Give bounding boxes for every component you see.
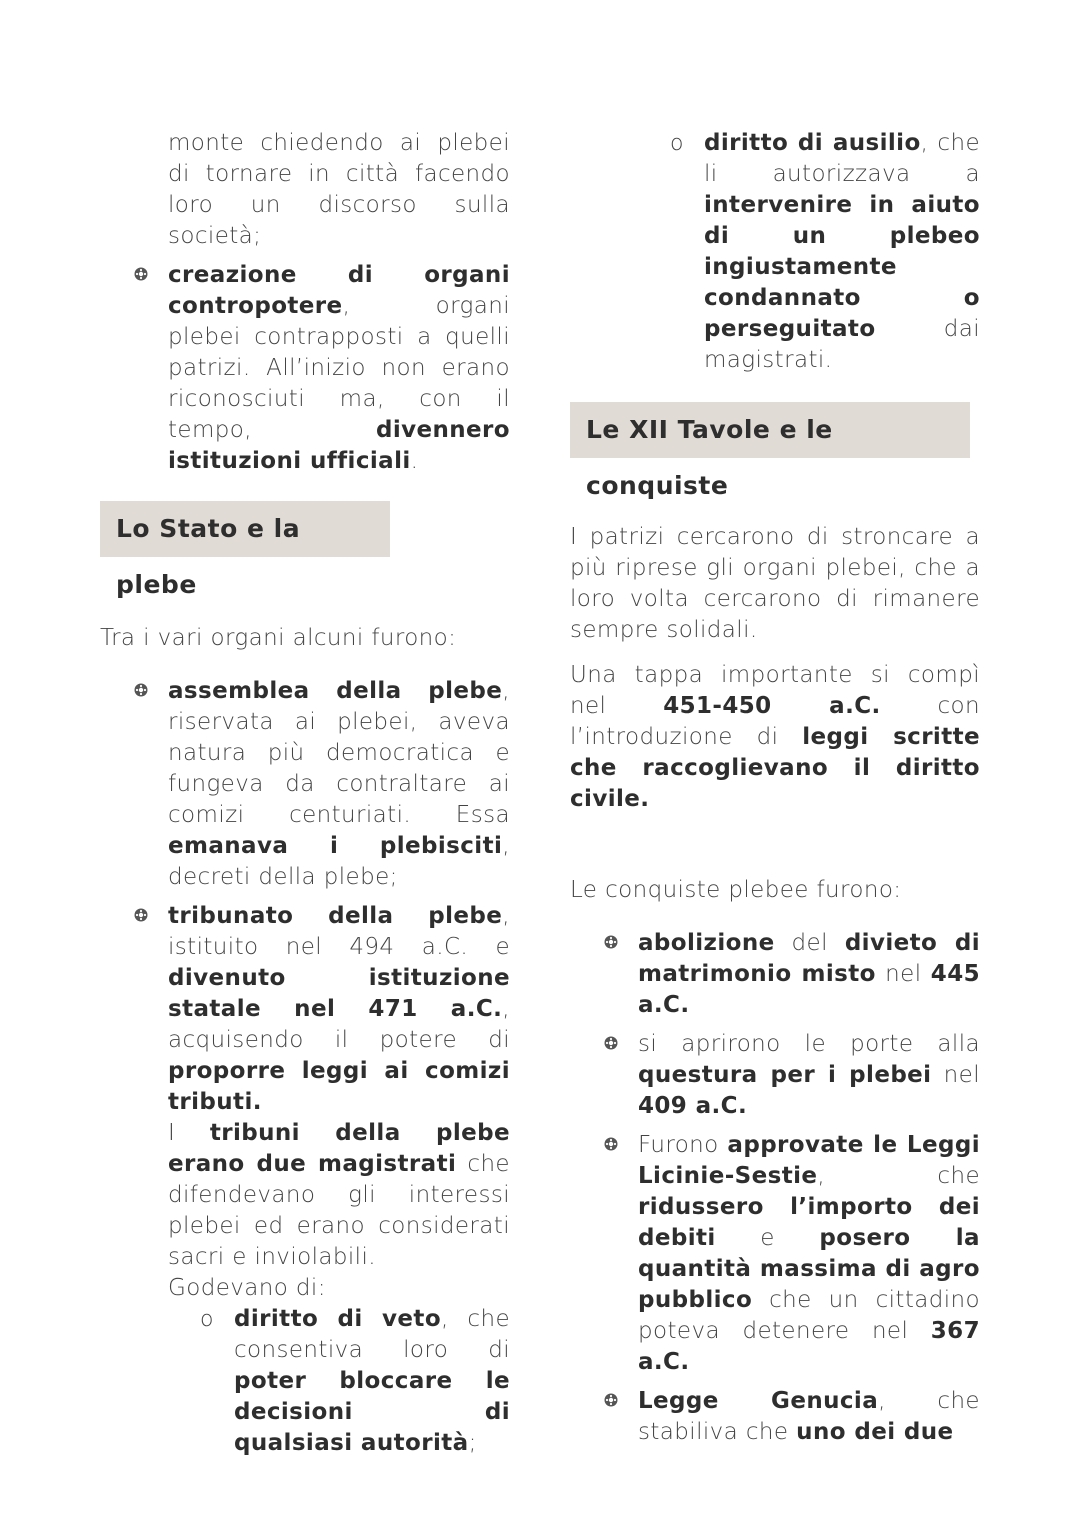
flower-bullet-icon	[134, 267, 148, 281]
sub-item-diritto-veto	[100, 1304, 510, 1459]
text: Una tappa importante si compì nel	[570, 662, 980, 719]
list-item-legge-genucia	[570, 1386, 980, 1448]
text: si aprirono le porte alla	[638, 1031, 980, 1057]
bold-text: poter bloccare le decisioni di qualsiasi autorità	[234, 1368, 510, 1456]
right-para-patrizi: I patrizi cercarono di stroncare a più riprese gli organi plebei, che a loro volta cercarono di rimanere sempre solidali.	[570, 524, 980, 643]
bold-text: proporre leggi ai comizi tributi.	[168, 1058, 510, 1115]
list-item-leggi-licinie	[570, 1130, 980, 1378]
text: , acquisendo il potere di	[168, 996, 510, 1053]
bold-text: 409 a.C.	[638, 1093, 748, 1119]
text: , che stabiliva che	[638, 1388, 980, 1445]
flower-bullet-icon	[134, 683, 148, 697]
right-intro: Le conquiste plebee furono:	[570, 877, 902, 903]
right-para-tappa	[570, 660, 980, 815]
text: , organi plebei contrapposti a quelli patrizi. All’inizio non erano riconosciuti ma, con il tempo,	[168, 293, 510, 443]
section-heading-stato-plebe: Lo Stato e la plebe	[100, 501, 390, 557]
text: , istituito nel 494 a.C. e	[168, 903, 510, 960]
flower-bullet-icon	[604, 1137, 618, 1151]
bold-text: approvate le Leggi Licinie-Sestie	[638, 1132, 980, 1189]
text: dai magistrati.	[704, 316, 980, 373]
flower-bullet-icon	[604, 935, 618, 949]
bold-text: uno dei due	[796, 1419, 954, 1445]
bold-text: divenuto istituzione statale nel 471 a.C.	[168, 965, 510, 1022]
flower-bullet-icon	[134, 908, 148, 922]
text: e	[715, 1225, 820, 1251]
text: , che li autorizzava a	[704, 130, 980, 187]
bold-text: leggi scritte che raccoglievano il diritto civile.	[570, 724, 981, 812]
text: ;	[468, 1430, 477, 1456]
circle-bullet-marker: o	[670, 131, 684, 156]
bold-text: tribunato della plebe	[168, 903, 503, 929]
bold-text: assemblea della plebe	[168, 678, 503, 704]
text: che difendevano gli interessi plebei ed erano considerati sacri e inviolabili.	[168, 1151, 510, 1270]
list-item-assemblea	[100, 676, 510, 893]
left-column	[100, 128, 510, 1459]
sub-item-diritto-ausilio	[570, 128, 980, 376]
bold-text: 451-450 a.C.	[663, 693, 881, 719]
flower-bullet-icon	[604, 1036, 618, 1050]
bold-text: posero la quantità massima di agro pubblico	[638, 1225, 980, 1313]
bold-text: divieto di matrimonio misto	[638, 930, 981, 987]
text: I	[168, 1120, 210, 1146]
list-item-questura	[570, 1029, 980, 1122]
bold-text: emanava i plebisciti	[168, 833, 503, 859]
list-item-abolizione	[570, 928, 980, 1021]
godevano-label: Godevano di:	[168, 1275, 326, 1301]
bold-text: diritto di ausilio	[704, 130, 921, 156]
bold-text: intervenire in aiuto di un plebeo ingiustamente condannato o perseguitato	[704, 192, 980, 342]
bold-text: Legge Genucia	[638, 1388, 879, 1414]
text: , che consentiva loro di	[234, 1306, 511, 1363]
bold-text: questura per i plebei	[638, 1062, 932, 1088]
left-intro: Tra i vari organi alcuni furono:	[100, 625, 457, 651]
text: , decreti della plebe;	[168, 833, 510, 890]
bold-text: 445 a.C.	[638, 961, 981, 1018]
section-heading-xii-tavole: Le XII Tavole e le conquiste	[570, 402, 970, 458]
bold-text: creazione di organi contropotere	[168, 262, 510, 319]
list-item-tribunato	[100, 901, 510, 1304]
bold-text: abolizione	[638, 930, 775, 956]
text: , che	[817, 1163, 980, 1189]
right-column	[570, 128, 980, 1448]
text: nel	[875, 961, 931, 987]
bold-text: 367 a.C.	[638, 1318, 980, 1375]
flower-bullet-icon	[604, 1393, 618, 1407]
text: del	[774, 930, 845, 956]
list-item-organi-contropotere	[100, 260, 510, 477]
bold-text: ridussero l’importo dei debiti	[638, 1194, 980, 1251]
text: Furono	[638, 1132, 728, 1158]
text: con l’introduzione di	[570, 693, 980, 750]
bold-text: diritto di veto	[234, 1306, 442, 1332]
circle-bullet-marker: o	[200, 1307, 214, 1332]
text: nel	[931, 1062, 980, 1088]
text: , riservata ai plebei, aveva natura più democratica e fungeva da contraltare ai comizi centuriati. Essa	[168, 678, 510, 828]
left-continuation: monte chiedendo ai plebei di tornare in città facendo loro un discorso sulla società;	[168, 130, 510, 249]
text: che un cittadino poteva detenere nel	[638, 1287, 980, 1344]
bold-text: divennero istituzioni ufficiali	[168, 417, 510, 474]
bold-text: tribuni della plebe erano due magistrati	[168, 1120, 510, 1177]
text: .	[410, 448, 419, 474]
